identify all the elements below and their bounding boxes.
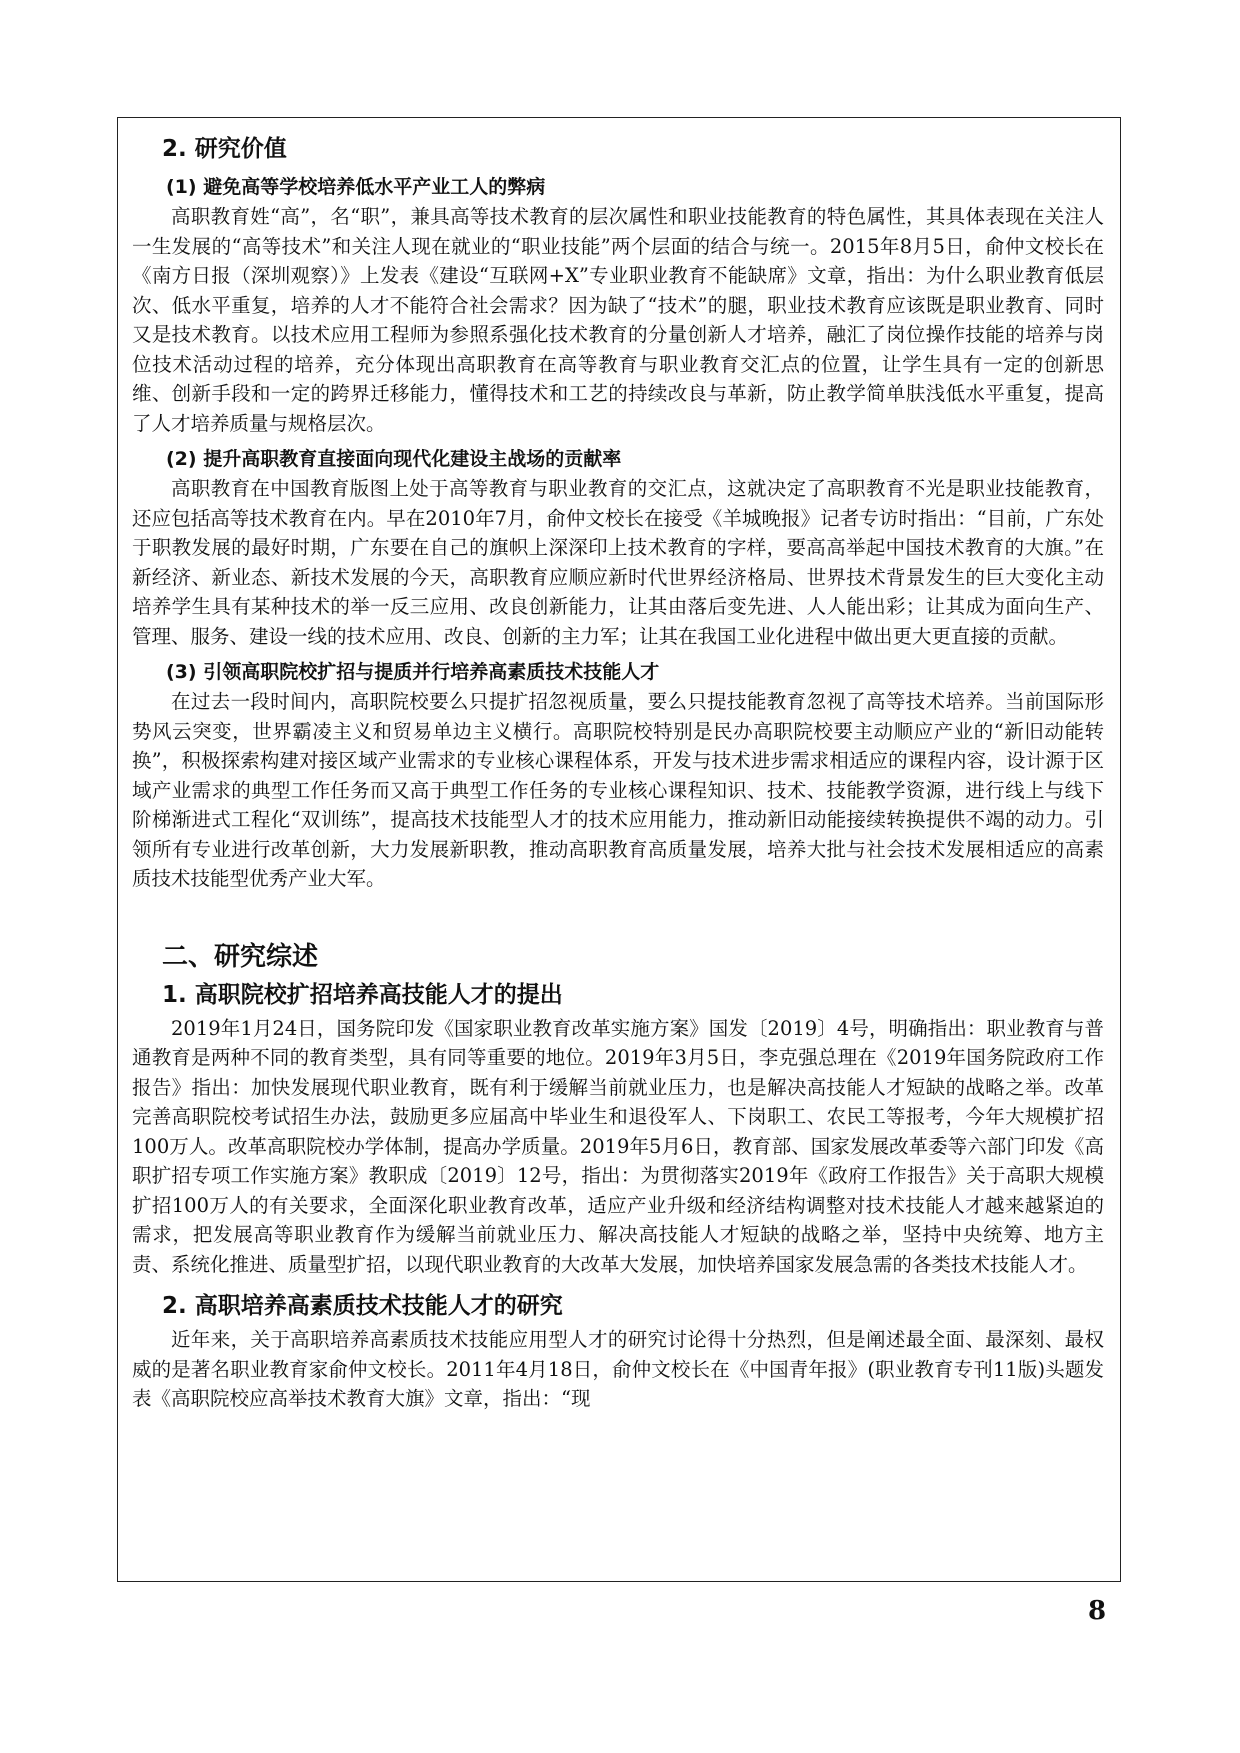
section-heading-research-value: 2. 研究价值 bbox=[162, 136, 287, 162]
review-paragraph-2: 近年来，关于高职培养高素质技术技能应用型人才的研究讨论得十分热烈，但是阐述最全面、最深刻、最权威的是著名职业教育家俞仲文校长。2011年4月18日，俞仲文校长在《中国青年报》(职业教育专刊11版)头题发表《高职院校应高举技术教育大旗》文章，指出：“现 bbox=[132, 1328, 1104, 1410]
paragraph-2: 高职教育在中国教育版图上处于高等教育与职业教育的交汇点，这就决定了高职教育不光是职业技能教育，还应包括高等技术教育在内。早在2010年7月，俞仲文校长在接受《羊城晚报》记者专访时指出：“目前，广东处于职教发展的最好时期，广东要在自己的旗帜上深深印上技术教育的字样，要高高举起中国技术教育的大旗。”在新经济、新业态、新技术发展的今天，高职教育应顺应新时代世界经济格局、世界技术背景发生的巨大变化主动培养学生具有某种技术的举一反三应用、改良创新能力，让其由落后变先进、人人能出彩；让其成为面向生产、管理、服务、建设一线的技术应用、改良、创新的主力军；让其在我国工业化进程中做出更大更直接的贡献。 bbox=[132, 477, 1104, 648]
subheading-2: (2) 提升高职教育直接面向现代化建设主战场的贡献率 bbox=[166, 448, 622, 470]
document-body bbox=[132, 128, 1104, 1414]
page-number: 8 bbox=[1088, 1596, 1107, 1626]
review-heading-2: 2. 高职培养高素质技术技能人才的研究 bbox=[162, 1293, 563, 1319]
subheading-1: (1) 避免高等学校培养低水平产业工人的弊病 bbox=[166, 176, 546, 198]
subheading-3: (3) 引领高职院校扩招与提质并行培养高素质技术技能人才 bbox=[166, 661, 660, 683]
section-heading-research-review: 二、研究综述 bbox=[162, 941, 319, 972]
paragraph-3: 在过去一段时间内，高职院校要么只提扩招忽视质量，要么只提技能教育忽视了高等技术培养。当前国际形势风云突变，世界霸凌主义和贸易单边主义横行。高职院校特别是民办高职院校要主动顺应产业的“新旧动能转换”，积极探索构建对接区域产业需求的专业核心课程体系，开发与技术进步需求相适应的课程内容，设计源于区域产业需求的典型工作任务而又高于典型工作任务的专业核心课程知识、技术、技能教学资源，进行线上与线下阶梯渐进式工程化“双训练”，提高技术技能型人才的技术应用能力，推动新旧动能接续转换提供不竭的动力。引领所有专业进行改革创新，大力发展新职教，推动高职教育高质量发展，培养大批与社会技术发展相适应的高素质技术技能型优秀产业大军。 bbox=[132, 690, 1104, 890]
review-paragraph-1: 2019年1月24日，国务院印发《国家职业教育改革实施方案》国发〔2019〕4号，明确指出：职业教育与普通教育是两种不同的教育类型，具有同等重要的地位。2019年3月5日，李克强总理在《2019年国务院政府工作报告》指出：加快发展现代职业教育，既有利于缓解当前就业压力，也是解决高技能人才短缺的战略之举。改革完善高职院校考试招生办法，鼓励更多应届高中毕业生和退役军人、下岗职工、农民工等报考，今年大规模扩招100万人。改革高职院校办学体制，提高办学质量。2019年5月6日，教育部、国家发展改革委等六部门印发《高职扩招专项工作实施方案》教职成〔2019〕12号，指出：为贯彻落实2019年《政府工作报告》关于高职大规模扩招100万人的有关要求，全面深化职业教育改革，适应产业升级和经济结构调整对技术技能人才越来越紧迫的需求，把发展高等职业教育作为缓解当前就业压力、解决高技能人才短缺的战略之举，坚持中央统筹、地方主责、系统化推进、质量型扩招，以现代职业教育的大改革大发展，加快培养国家发展急需的各类技术技能人才。 bbox=[132, 1016, 1104, 1276]
content-frame bbox=[117, 117, 1121, 1582]
paragraph-1: 高职教育姓“高”，名“职”，兼具高等技术教育的层次属性和职业技能教育的特色属性，其具体表现在关注人一生发展的“高等技术”和关注人现在就业的“职业技能”两个层面的结合与统一。2015年8月5日，俞仲文校长在《南方日报（深圳观察）》上发表《建设“互联网+X”专业职业教育不能缺席》文章，指出：为什么职业教育低层次、低水平重复，培养的人才不能符合社会需求？因为缺了“技术”的腿，职业技术教育应该既是职业教育、同时又是技术教育。以技术应用工程师为参照系强化技术教育的分量创新人才培养，融汇了岗位操作技能的培养与岗位技术活动过程的培养，充分体现出高职教育在高等教育与职业教育交汇点的位置，让学生具有一定的创新思维、创新手段和一定的跨界迁移能力，懂得技术和工艺的持续改良与革新，防止教学简单肤浅低水平重复，提高了人才培养质量与规格层次。 bbox=[132, 205, 1104, 435]
review-heading-1: 1. 高职院校扩招培养高技能人才的提出 bbox=[162, 981, 563, 1008]
